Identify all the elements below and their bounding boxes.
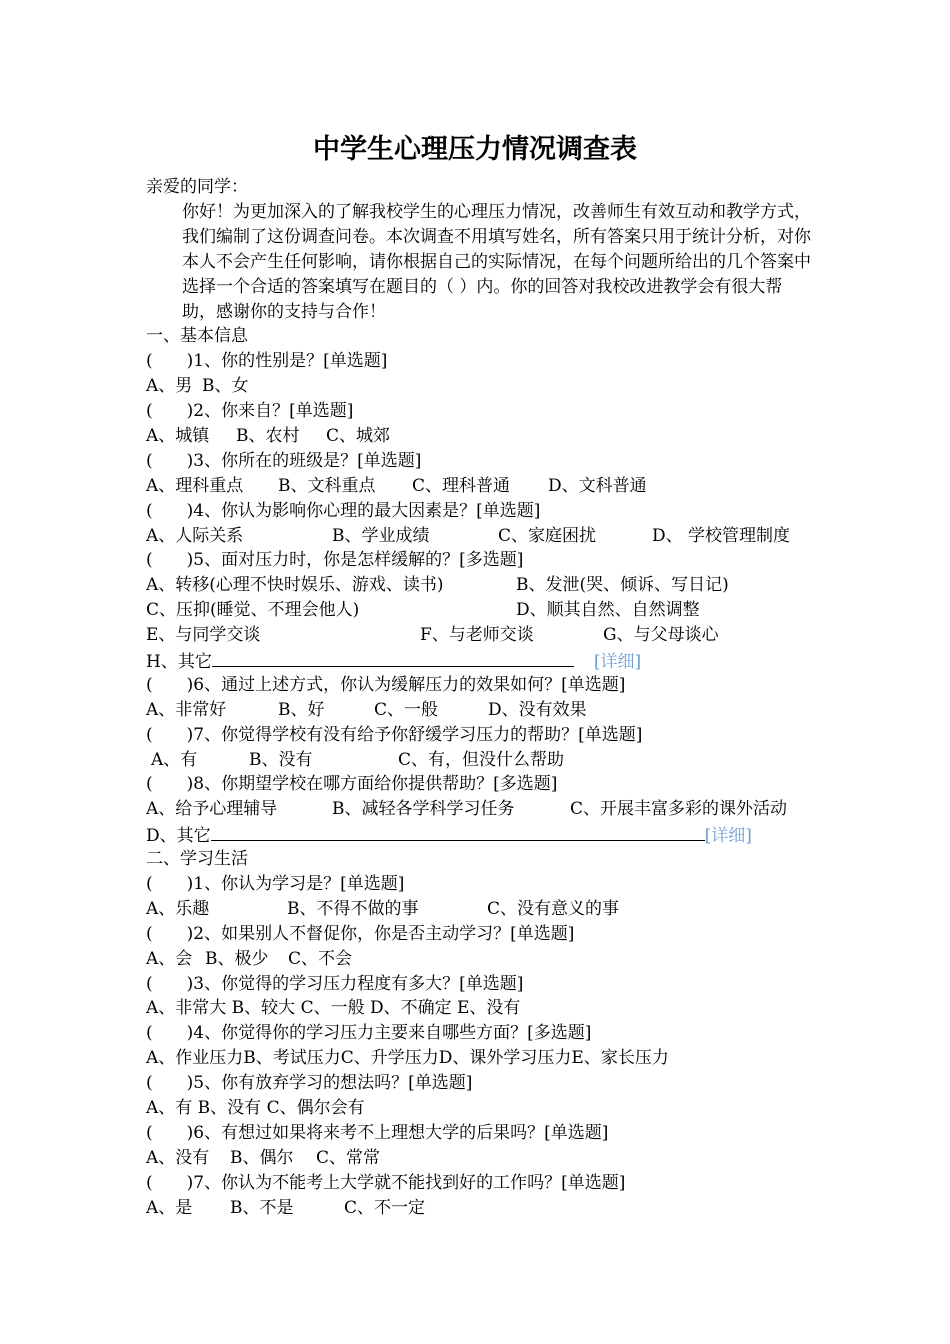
option: C、开展丰富多彩的课外活动 xyxy=(570,799,788,820)
question-2-2: ( )2、如果别人不督促你，你是否主动学习？[单选题] xyxy=(146,923,575,944)
option: A、给予心理辅导 xyxy=(146,799,278,820)
option: B、学业成绩 xyxy=(332,525,430,546)
option: A、有 xyxy=(151,749,198,770)
option: B、农村 xyxy=(236,425,300,446)
options-1-4 xyxy=(146,524,816,549)
question-2-3: ( )3、你觉得的学习压力程度有多大？[单选题] xyxy=(146,973,524,994)
fill-in-blank[interactable] xyxy=(212,648,574,667)
option: C、不会 xyxy=(288,948,353,969)
question-1-1: ( )1、你的性别是？[单选题] xyxy=(146,351,388,372)
option: C、家庭困扰 xyxy=(498,525,597,546)
option: B、极少 xyxy=(205,948,269,969)
intro-paragraph: 你好！为更加深入的了解我校学生的心理压力情况，改善师生有效互动和教学方式，我们编制了这份调查问卷。本次调查不用填写姓名，所有答案只用于统计分析，对你本人不会产生任何影响，请你根据自己的实际情况，在每个问题所给出的几个答案中选择一个合适的答案填写在题目的（ ）内。你的回答对我校改进教学会有很大帮助，感谢你的支持与合作！ xyxy=(182,201,811,322)
options-2-7 xyxy=(146,1196,816,1221)
detail-link[interactable]: [详细] xyxy=(593,651,642,672)
option: A、转移(心理不快时娱乐、游戏、读书) xyxy=(146,575,444,596)
options-2-1 xyxy=(146,897,816,922)
option: C、有，但没什么帮助 xyxy=(398,749,565,770)
options-1-7 xyxy=(146,748,816,773)
option: B、文科重点 xyxy=(278,475,376,496)
option: A、理科重点 xyxy=(146,475,244,496)
options-1-8-row1 xyxy=(146,797,816,822)
option: B、没有 xyxy=(249,749,313,770)
option: A、人际关系 xyxy=(146,525,244,546)
option: A、没有 xyxy=(146,1147,210,1168)
option: B、女 xyxy=(202,376,249,397)
options-2-6 xyxy=(146,1146,816,1171)
option: B、不得不做的事 xyxy=(287,898,419,919)
survey-content xyxy=(146,175,816,1220)
section-heading: 一、基本信息 xyxy=(146,326,248,347)
document-title: 中学生心理压力情况调查表 xyxy=(313,134,637,165)
detail-link[interactable]: [详细] xyxy=(704,826,752,847)
option: B、发泄(哭、倾诉、写日记) xyxy=(516,575,729,596)
option: H、其它 xyxy=(146,651,212,672)
option: A、乐趣 xyxy=(146,898,210,919)
option: C、理科普通 xyxy=(412,475,511,496)
option: C、不一定 xyxy=(344,1197,426,1218)
options-1-5-row4 xyxy=(146,648,816,673)
option: A、非常好 xyxy=(146,699,227,720)
option: D、文科普通 xyxy=(548,475,647,496)
option: C、没有意义的事 xyxy=(487,898,620,919)
question-2-6: ( )6、有想过如果将来考不上理想大学的后果吗？[单选题] xyxy=(146,1122,609,1143)
option: A、男 xyxy=(146,376,193,397)
option: E、与同学交谈 xyxy=(146,625,261,646)
option: B、好 xyxy=(278,699,325,720)
question-1-8: ( )8、你期望学校在哪方面给你提供帮助？[多选题] xyxy=(146,774,558,795)
option: A、会 xyxy=(146,948,193,969)
option: A、是 xyxy=(146,1197,193,1218)
section-heading: 二、学习生活 xyxy=(146,849,248,870)
options-2-2 xyxy=(146,947,816,972)
question-1-7: ( )7、你觉得学校有没有给予你舒缓学习压力的帮助？[单选题] xyxy=(146,724,643,745)
greeting: 亲爱的同学： xyxy=(146,177,248,197)
question-1-4: ( )4、你认为影响你心理的最大因素是？[单选题] xyxy=(146,500,541,521)
options-1-5-row3 xyxy=(146,623,816,648)
option: G、与父母谈心 xyxy=(603,625,719,646)
option: B、偶尔 xyxy=(230,1147,294,1168)
option: C、一般 xyxy=(374,699,439,720)
fill-in-blank[interactable] xyxy=(211,822,705,841)
option: D、没有效果 xyxy=(488,699,587,720)
option: D、顺其自然、自然调整 xyxy=(516,600,700,621)
option: C、压抑(睡觉、不理会他人) xyxy=(146,600,360,621)
question-2-4: ( )4、你觉得你的学习压力主要来自哪些方面？[多选题] xyxy=(146,1023,592,1044)
question-1-6: ( )6、通过上述方式，你认为缓解压力的效果如何？[单选题] xyxy=(146,674,626,695)
options-1-8-row2 xyxy=(146,822,816,847)
options-1-5-row1 xyxy=(146,573,816,598)
options-1-5-row2 xyxy=(146,598,816,623)
question-1-3: ( )3、你所在的班级是？[单选题] xyxy=(146,450,422,471)
option: C、城郊 xyxy=(326,425,391,446)
question-2-7: ( )7、你认为不能考上大学就不能找到好的工作吗？[单选题] xyxy=(146,1172,626,1193)
options-2-4: A、作业压力B、考试压力C、升学压力D、课外学习压力E、家长压力 xyxy=(146,1048,669,1069)
option: A、城镇 xyxy=(146,425,210,446)
option: B、不是 xyxy=(230,1197,294,1218)
question-2-5: ( )5、你有放弃学习的想法吗？[单选题] xyxy=(146,1073,473,1094)
option: C、常常 xyxy=(316,1147,381,1168)
options-1-2 xyxy=(146,424,816,449)
option: D、其它 xyxy=(146,826,211,847)
options-2-3: A、非常大 B、较大 C、一般 D、不确定 E、没有 xyxy=(146,998,521,1019)
option: B、减轻各学科学习任务 xyxy=(332,799,515,820)
options-1-1 xyxy=(146,374,816,399)
question-1-2: ( )2、你来自？[单选题] xyxy=(146,401,354,422)
options-2-5: A、有 B、没有 C、偶尔会有 xyxy=(146,1098,365,1118)
options-1-3 xyxy=(146,474,816,499)
question-1-5: ( )5、面对压力时，你是怎样缓解的？[多选题] xyxy=(146,550,524,571)
options-1-6 xyxy=(146,698,816,723)
option: F、与老师交谈 xyxy=(420,625,534,646)
question-2-1: ( )1、你认为学习是？[单选题] xyxy=(146,873,405,894)
option: D、 学校管理制度 xyxy=(652,525,791,546)
